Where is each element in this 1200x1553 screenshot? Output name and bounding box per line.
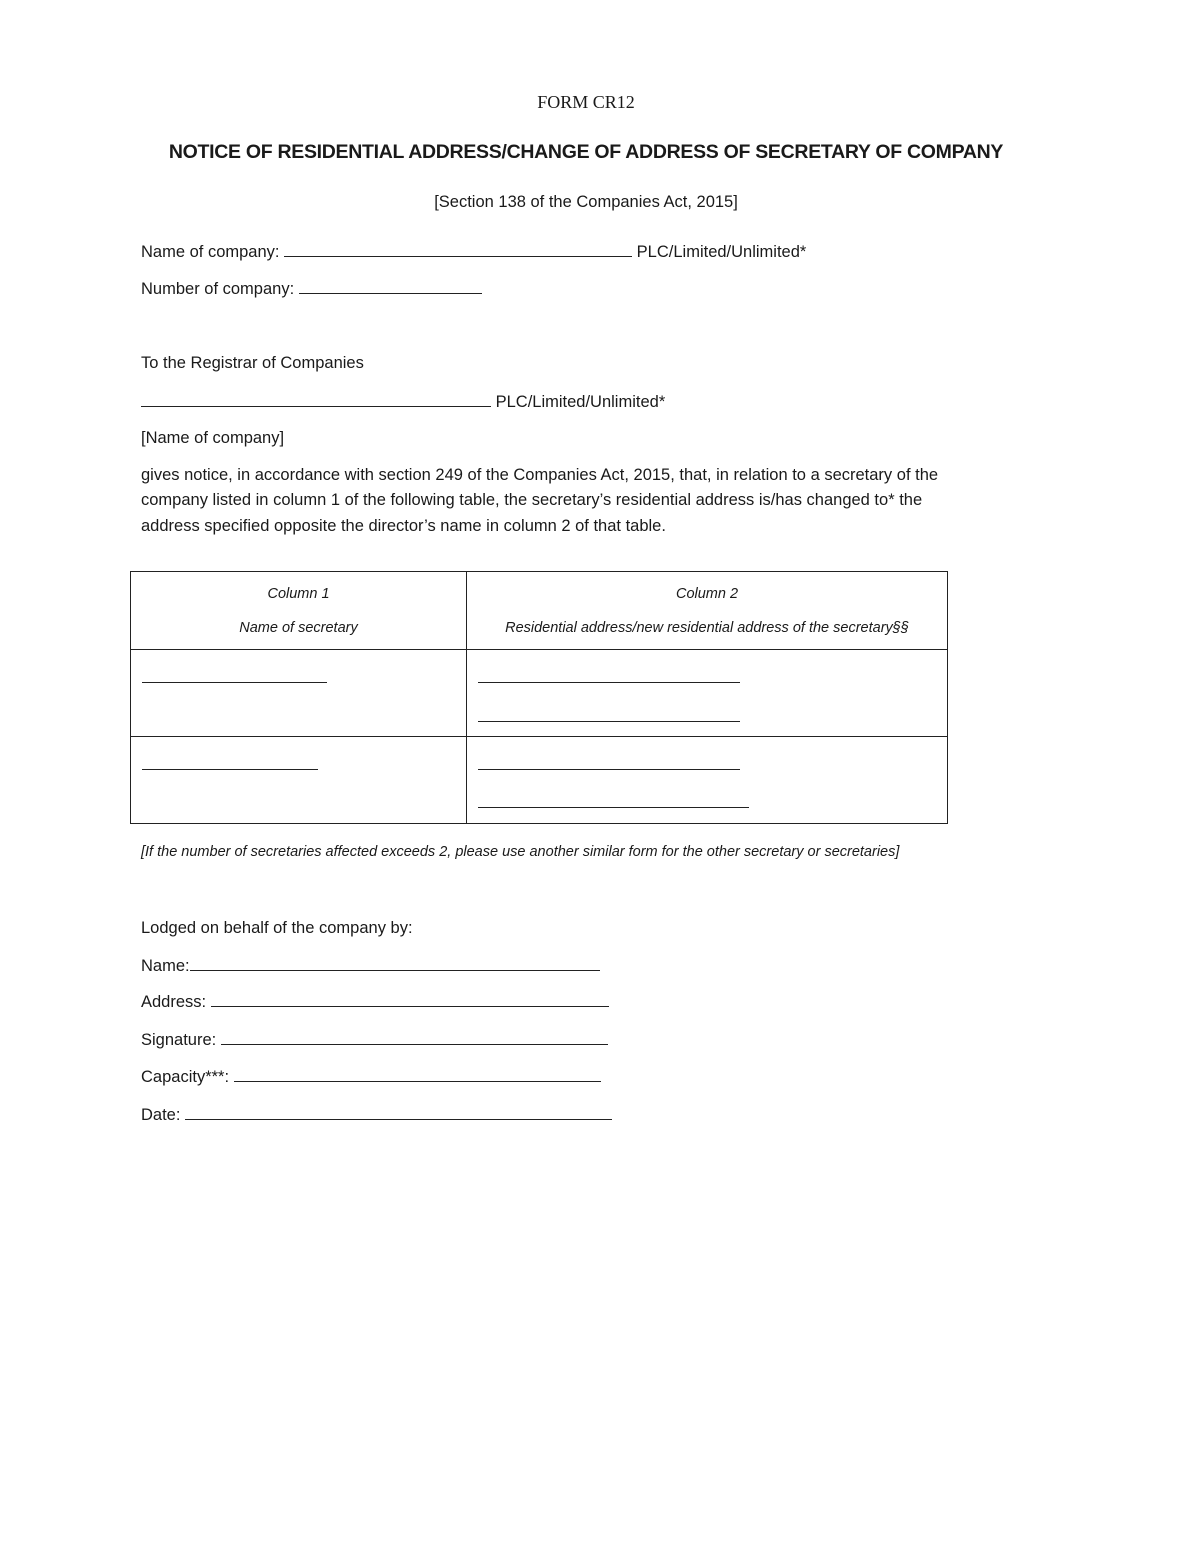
- registrar-company-field[interactable]: [141, 391, 491, 407]
- column-1-subtitle: Name of secretary: [239, 620, 358, 636]
- company-type-suffix: PLC/Limited/Unlimited*: [636, 243, 807, 261]
- company-number-label: Number of company:: [141, 280, 295, 298]
- secretary-name-field[interactable]: [142, 769, 318, 770]
- column-2-subtitle: Residential address/new residential address of the secretary§§: [505, 620, 909, 636]
- lodged-name-label: Name:: [141, 957, 190, 975]
- table-note: [If the number of secretaries affected exceeds 2, please use another similar form for the other secretary or secretaries]: [141, 844, 900, 860]
- secretary-address-field[interactable]: [478, 769, 740, 770]
- table-header-row: [131, 572, 948, 650]
- lodged-date-label: Date:: [141, 1106, 181, 1124]
- lodged-heading: Lodged on behalf of the company by:: [141, 919, 413, 937]
- column-2-title: Column 2: [675, 586, 739, 602]
- lodged-capacity-row: [141, 1066, 601, 1087]
- form-label: FORM CR12: [537, 92, 635, 112]
- company-number-field[interactable]: [299, 278, 482, 294]
- lodged-date-field[interactable]: [185, 1104, 612, 1120]
- lodged-address-row: [141, 991, 609, 1012]
- secretary-name-field[interactable]: [142, 682, 327, 683]
- secretary-table: [130, 571, 948, 824]
- lodged-address-field[interactable]: [211, 991, 609, 1007]
- secretary-address-field[interactable]: [478, 682, 740, 683]
- column-1-title: Column 1: [267, 586, 330, 602]
- company-name-row: [141, 241, 806, 262]
- lodged-date-row: [141, 1104, 612, 1125]
- secretary-name-cell: [131, 650, 467, 737]
- section-reference: [Section 138 of the Companies Act, 2015]: [434, 193, 738, 211]
- secretary-address-field[interactable]: [478, 721, 740, 722]
- notice-line-2: company listed in column 1 of the following table, the secretary’s residential address is/has changed to* the: [141, 491, 923, 509]
- registrar-type-suffix: PLC/Limited/Unlimited*: [495, 393, 666, 411]
- company-name-field[interactable]: [284, 241, 632, 257]
- secretary-name-cell: [131, 737, 467, 824]
- company-number-row: [141, 278, 482, 299]
- notice-line-1: gives notice, in accordance with section 249 of the Companies Act, 2015, that, in relation to a secretary of the: [141, 466, 939, 484]
- lodged-signature-field[interactable]: [221, 1029, 608, 1045]
- lodged-address-label: Address:: [141, 993, 207, 1011]
- form-title: NOTICE OF RESIDENTIAL ADDRESS/CHANGE OF ADDRESS OF SECRETARY OF COMPANY: [168, 141, 1004, 163]
- table-row: [131, 737, 948, 824]
- lodged-capacity-field[interactable]: [234, 1066, 601, 1082]
- table-row: [131, 650, 948, 737]
- lodged-name-row: [141, 955, 600, 976]
- lodged-signature-label: Signature:: [141, 1031, 217, 1049]
- lodged-signature-row: [141, 1029, 608, 1050]
- column-1-header: [131, 572, 467, 650]
- registrar-company-row: [141, 391, 665, 412]
- column-2-header: [467, 572, 948, 650]
- lodged-name-field[interactable]: [190, 955, 600, 971]
- secretary-address-cell: [467, 650, 948, 737]
- lodged-capacity-label: Capacity***:: [141, 1068, 230, 1086]
- company-name-caption: [Name of company]: [141, 429, 285, 447]
- notice-line-3: address specified opposite the director’s name in column 2 of that table.: [141, 517, 666, 535]
- registrar-line: To the Registrar of Companies: [141, 354, 364, 372]
- company-name-label: Name of company:: [141, 243, 280, 261]
- secretary-address-field[interactable]: [478, 807, 749, 808]
- secretary-address-cell: [467, 737, 948, 824]
